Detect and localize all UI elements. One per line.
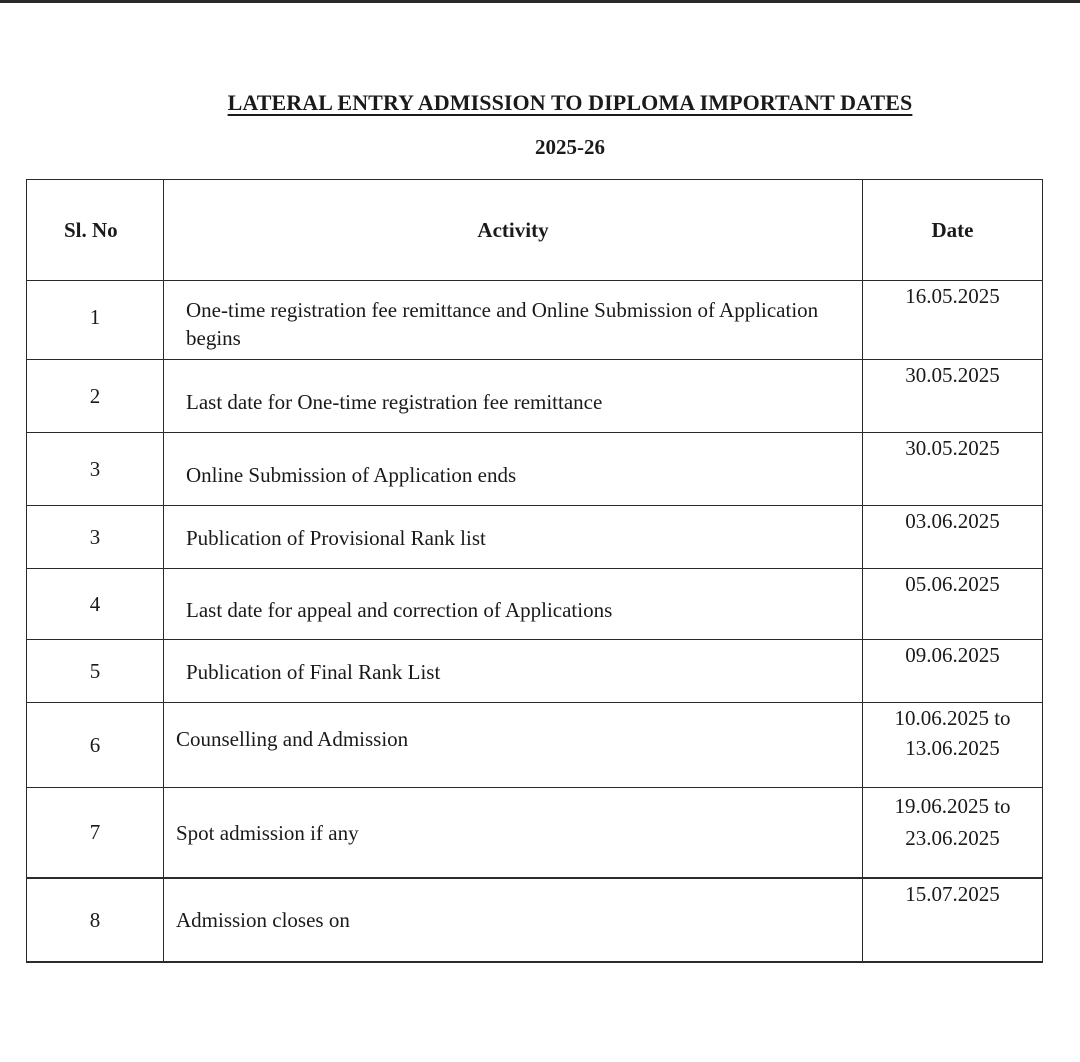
table-row xyxy=(27,703,1043,788)
academic-year: 2025-26 xyxy=(535,135,605,159)
header-activity: Activity xyxy=(164,180,863,281)
row-date-line: 23.06.2025 xyxy=(905,826,1000,850)
row-sl-no: 8 xyxy=(27,878,164,962)
table-row xyxy=(27,569,1043,640)
row-date-line: 19.06.2025 to xyxy=(894,794,1011,818)
table-row xyxy=(27,788,1043,879)
row-date xyxy=(863,433,1043,506)
row-date xyxy=(863,878,1043,962)
document-title xyxy=(0,90,1080,116)
row-activity: Last date for One-time registration fee remittance xyxy=(164,360,863,433)
table-row xyxy=(27,878,1043,962)
row-sl-no: 4 xyxy=(27,569,164,640)
row-date xyxy=(863,360,1043,433)
row-date-line: 03.06.2025 xyxy=(905,509,1000,533)
top-border-line xyxy=(0,0,1080,3)
row-date-line: 05.06.2025 xyxy=(905,572,1000,596)
row-activity: Online Submission of Application ends xyxy=(164,433,863,506)
header-date: Date xyxy=(863,180,1043,281)
row-activity: Publication of Provisional Rank list xyxy=(164,506,863,569)
row-sl-no: 7 xyxy=(27,788,164,879)
row-activity: Publication of Final Rank List xyxy=(164,640,863,703)
row-date-line: 30.05.2025 xyxy=(905,436,1000,460)
row-activity: Spot admission if any xyxy=(164,788,863,879)
row-activity: Last date for appeal and correction of Applications xyxy=(164,569,863,640)
table-row xyxy=(27,640,1043,703)
row-date xyxy=(863,569,1043,640)
row-date-line: 13.06.2025 xyxy=(905,736,1000,760)
row-date-line: 16.05.2025 xyxy=(905,284,1000,308)
row-date-line: 15.07.2025 xyxy=(905,882,1000,906)
document-title-text: LATERAL ENTRY ADMISSION TO DIPLOMA IMPORTANT DATES xyxy=(227,90,913,115)
row-date-line: 10.06.2025 to xyxy=(894,706,1011,730)
row-sl-no: 3 xyxy=(27,506,164,569)
important-dates-table xyxy=(26,179,1043,963)
row-date xyxy=(863,640,1043,703)
row-date xyxy=(863,281,1043,360)
row-date xyxy=(863,788,1043,879)
row-activity: Counselling and Admission xyxy=(164,703,863,788)
row-activity: One-time registration fee remittance and Online Submission of Application begins xyxy=(164,281,863,360)
row-sl-no: 2 xyxy=(27,360,164,433)
row-sl-no: 1 xyxy=(27,281,164,360)
table-row xyxy=(27,281,1043,360)
row-date-line: 09.06.2025 xyxy=(905,643,1000,667)
row-date xyxy=(863,703,1043,788)
row-sl-no: 5 xyxy=(27,640,164,703)
row-date-line: 30.05.2025 xyxy=(905,363,1000,387)
table-row xyxy=(27,506,1043,569)
header-sl-no: Sl. No xyxy=(27,180,164,281)
table-header-row xyxy=(27,180,1043,281)
table-row xyxy=(27,433,1043,506)
row-activity: Admission closes on xyxy=(164,878,863,962)
row-sl-no: 6 xyxy=(27,703,164,788)
row-date xyxy=(863,506,1043,569)
row-sl-no: 3 xyxy=(27,433,164,506)
table-row xyxy=(27,360,1043,433)
